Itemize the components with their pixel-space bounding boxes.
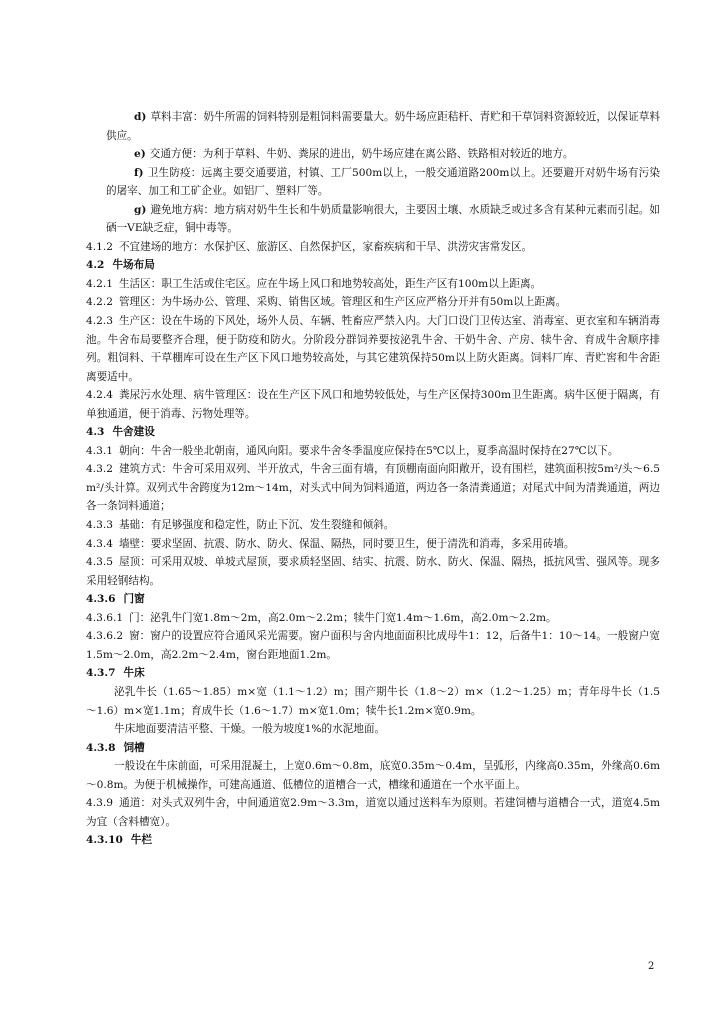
paragraph-bed-floor: 牛床地面要清洁平整、干燥。一般为坡度1%的水泥地面。 xyxy=(114,723,386,736)
heading-number: 4.3.10 xyxy=(86,834,123,847)
clause-text: 粪尿污水处理、病牛管理区：设在生产区下风口和地势较低处，与生产区保持300m卫生距离。病牛区便于隔离，有单独通道，便于消毒、污物处理等。 xyxy=(86,389,660,420)
list-marker: d) xyxy=(134,111,147,123)
clause-number: 4.3.3 xyxy=(86,519,113,532)
clause-number: 4.2.2 xyxy=(86,296,113,309)
clause-text: 通道：对头式双列牛舍，中间通道宽2.9m～3.3m，道宽以通过送料车为原则。若建饲槽与道槽合一式，道宽4.5m为宜（含料槽宽）。 xyxy=(86,797,660,828)
clause-4-1-2 xyxy=(86,238,660,257)
clause-4-3-9 xyxy=(86,794,660,831)
list-marker: g) xyxy=(134,203,147,216)
heading-4-2 xyxy=(86,256,660,275)
clause-number: 4.2.4 xyxy=(86,389,113,402)
clause-4-3-5 xyxy=(86,553,660,590)
clause-text: 墙壁：要求坚固、抗震、防水、防火、保温、隔热，同时要卫生，便于清洗和消毒，多采用砖墙。 xyxy=(118,537,575,550)
list-marker: f) xyxy=(134,166,144,179)
heading-title: 牛栏 xyxy=(130,834,153,847)
list-item-d xyxy=(86,108,660,145)
clause-4-2-3 xyxy=(86,312,660,386)
clause-4-3-2 xyxy=(86,460,660,516)
clause-number: 4.1.2 xyxy=(86,240,113,253)
clause-4-2-1 xyxy=(86,275,660,294)
clause-number: 4.3.9 xyxy=(86,797,113,810)
list-text: 交通方便：为利于草料、牛奶、粪尿的进出，奶牛场应建在离公路、铁路相对较近的地方。 xyxy=(149,148,574,161)
clause-number: 4.3.4 xyxy=(86,537,113,550)
clause-text: 基础：有足够强度和稳定性，防止下沉、发生裂缝和倾斜。 xyxy=(118,519,395,532)
heading-number: 4.3.7 xyxy=(86,667,116,680)
document-body xyxy=(86,108,660,850)
heading-title: 牛床 xyxy=(123,667,145,680)
heading-4-3-6 xyxy=(86,590,660,609)
heading-title: 牛场布局 xyxy=(112,259,155,272)
list-item-f xyxy=(86,164,660,201)
heading-number: 4.3.8 xyxy=(86,741,116,754)
heading-4-3-10 xyxy=(86,831,660,850)
page-number: 2 xyxy=(648,961,655,972)
clause-text: 生活区：职工生活或住宅区。应在牛场上风口和地势较高处，距生产区有100m以上距离。 xyxy=(118,277,542,290)
clause-4-3-3 xyxy=(86,516,660,535)
clause-text: 生产区：设在牛场的下风处，场外人员、车辆、牲畜应严禁入内。大门口设门卫传达室、消毒室、更衣室和车辆消毒池。牛舍布局要整齐合理，便于防疫和防火。分阶段分群饲养要按泌乳牛舍、干奶牛舍、产房、犊牛舍、育成牛舍顺序排列。粗饲料、干草棚库可设在生产区下风口地势较高处，与其它建筑保持50m以上防火距离。饲料厂库、青贮窖和牛舍距离要适中。 xyxy=(86,315,660,383)
clause-4-3-4 xyxy=(86,535,660,554)
heading-title: 饲槽 xyxy=(123,741,145,754)
clause-text: 不宜建场的地方：水保护区、旅游区、自然保护区，家畜疾病和干旱、洪涝灾害常发区。 xyxy=(118,240,533,253)
clause-number: 4.2.1 xyxy=(86,277,113,290)
list-item-e xyxy=(86,145,660,164)
paragraph-bed-sizes: 泌乳牛长（1.65～1.85）m×宽（1.1～1.2）m；围产期牛长（1.8～2）m×（1.2～1.25）m；青年母牛长（1.5～1.6）m×宽1.1m；育成牛长（1.6～1.7）m×宽1.0m；犊牛长1.2m×宽0.9m。 xyxy=(86,685,660,717)
paragraph-trough: 一般设在牛床前面，可采用混凝土，上宽0.6m～0.8m，底宽0.35m～0.4m，呈弧形，内缘高0.35m，外缘高0.6m～0.8m。为便于机械操作，可建高通道、低槽位的道槽合一式，槽缘和通道在一个水平面上。 xyxy=(86,760,660,791)
clause-4-3-6-2 xyxy=(86,627,660,664)
clause-text: 窗：窗户的设置应符合通风采光需要。窗户面积与舍内地面面积比成母牛1：12，后备牛1：10～14。一般窗户宽1.5m～2.0m，高2.2m～2.4m，窗台距地面1.2m。 xyxy=(86,630,660,661)
heading-title: 门窗 xyxy=(123,593,145,606)
heading-4-3 xyxy=(86,423,660,442)
clause-text: 朝向：牛舍一般坐北朝南，通风向阳。要求牛舍冬季温度应保持在5℃以上，夏季高温时保持在27℃以下。 xyxy=(118,444,619,457)
clause-number: 4.3.2 xyxy=(86,463,113,476)
clause-text: 管理区：为牛场办公、管理、采购、销售区域。管理区和生产区应严格分开并有50m以上距离。 xyxy=(118,296,567,309)
clause-4-3-6-1 xyxy=(86,609,660,628)
clause-number: 4.3.6.2 xyxy=(86,630,124,643)
clause-text: 门：泌乳牛门宽1.8m～2m，高2.0m～2.2m；犊牛门宽1.4m～1.6m，高2.0m～2.2m。 xyxy=(129,611,557,624)
list-marker: e) xyxy=(134,148,146,161)
heading-number: 4.2 xyxy=(86,259,105,272)
heading-4-3-7 xyxy=(86,664,660,683)
clause-4-2-4 xyxy=(86,386,660,423)
list-text: 避免地方病：地方病对奶牛生长和牛奶质量影响很大，主要因土壤、水质缺乏或过多含有某种元素而引起。如硒一VE缺乏症，铜中毒等。 xyxy=(106,203,660,235)
list-text: 草料丰富：奶牛所需的饲料特别是粗饲料需要量大。奶牛场应距秸杆、青贮和干草饲料资源较近，以保证草料供应。 xyxy=(106,111,660,142)
heading-number: 4.3 xyxy=(86,426,105,439)
clause-number: 4.2.3 xyxy=(86,315,113,328)
clause-text: 建筑方式：牛舍可采用双列、半开放式，牛舍三面有墙，有顶棚南面向阳敞开，设有围栏，建筑面积按5m²/头～6.5m²/头计算。双列式牛舍跨度为12m～14m，对头式中间为饲料通道，两边各一条清粪通道；对尾式中间为清粪通道，两边各一条饲料通道； xyxy=(86,463,660,513)
clause-text: 屋顶：可采用双坡、单坡式屋顶，要求质轻坚固、结实、抗震、防水、防火、保温、隔热，抵抗风雪、强风等。现多采用轻钢结构。 xyxy=(86,556,660,587)
heading-4-3-8 xyxy=(86,739,660,758)
clause-number: 4.3.5 xyxy=(86,556,113,569)
clause-number: 4.3.1 xyxy=(86,444,113,457)
clause-4-2-2 xyxy=(86,293,660,312)
clause-number: 4.3.6.1 xyxy=(86,611,124,624)
list-text: 卫生防疫：远离主要交通要道，村镇、工厂500m以上，一般交通道路200m以上。还要避开对奶牛场有污染的屠宰、加工和工矿企业。如铝厂、塑料厂等。 xyxy=(106,166,660,198)
clause-4-3-1 xyxy=(86,442,660,461)
heading-number: 4.3.6 xyxy=(86,593,116,606)
heading-title: 牛舍建设 xyxy=(112,426,155,439)
list-item-g xyxy=(86,201,660,238)
